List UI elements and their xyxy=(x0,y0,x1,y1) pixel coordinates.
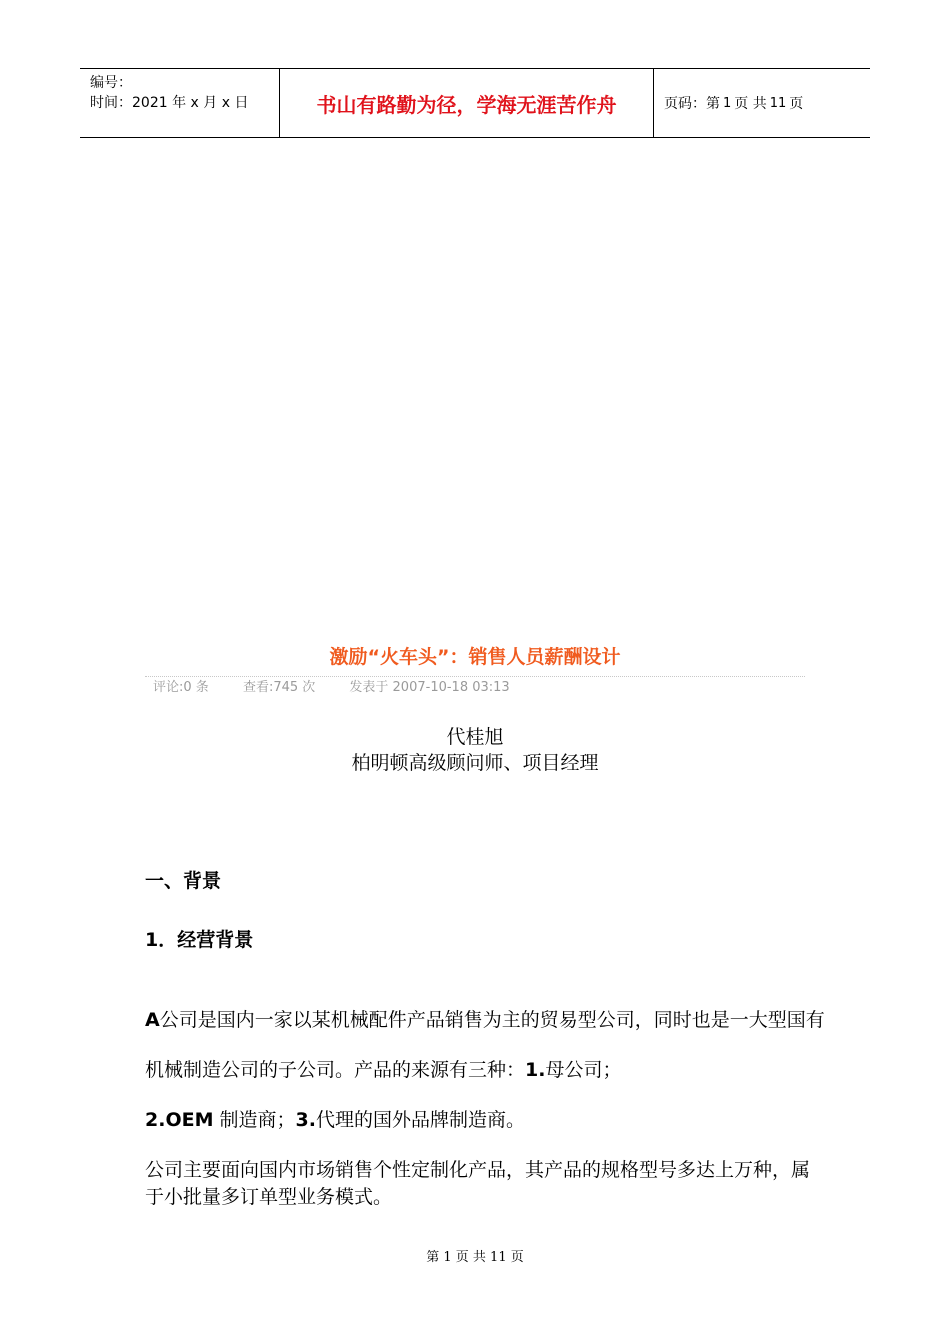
page-header xyxy=(80,68,870,138)
header-info-cell xyxy=(80,69,280,137)
page-indicator xyxy=(654,69,870,137)
para-text: 制造商； xyxy=(213,1109,296,1131)
article-meta xyxy=(145,676,805,698)
para-text: 母公司； xyxy=(545,1059,622,1081)
subsection-heading: 1．经营背景 xyxy=(145,929,254,951)
page-footer: 第 1 页 共 11 页 xyxy=(426,1250,524,1265)
publish-date: 发表于 2007-10-18 03:13 xyxy=(349,680,510,695)
page-current: 1 xyxy=(723,95,732,111)
section-heading: 一、背景 xyxy=(145,870,222,892)
comment-count: 评论:0 条 xyxy=(153,680,209,695)
author-block xyxy=(0,724,950,776)
page-total: 11 xyxy=(769,95,787,111)
para-text: 公司是国内一家以某机械配件产品销售为主的贸易型公司，同时也是一大型国有机械制造公司的子公司。产品的来源有三种： xyxy=(145,1009,825,1081)
view-count: 查看:745 次 xyxy=(242,680,316,695)
time-label: 时间：2021 年 x 月 x 日 xyxy=(90,95,249,111)
page-prefix: 页码：第 xyxy=(664,96,720,112)
para-bold: 3. xyxy=(295,1109,316,1131)
number-label: 编号： xyxy=(90,75,132,91)
page-mid: 页 共 xyxy=(734,96,767,112)
author-title: 柏明顿高级顾问师、项目经理 xyxy=(351,752,599,774)
para-bold: 1. xyxy=(525,1059,546,1081)
paragraph xyxy=(145,995,825,1145)
para-text: 代理的国外品牌制造商。 xyxy=(315,1109,525,1131)
motto: 书山有路勤为径，学海无涯苦作舟 xyxy=(280,69,654,137)
paragraph: 公司主要面向国内市场销售个性定制化产品，其产品的规格型号多达上万种，属于小批量多订单型业务模式。 xyxy=(145,1159,811,1208)
author-name: 代桂旭 xyxy=(446,726,504,748)
para-bold: A xyxy=(145,1009,160,1031)
page-suffix: 页 xyxy=(789,96,804,112)
article-title: 激励“火车头”：销售人员薪酬设计 xyxy=(329,646,621,668)
para-bold: 2.OEM xyxy=(145,1109,214,1131)
